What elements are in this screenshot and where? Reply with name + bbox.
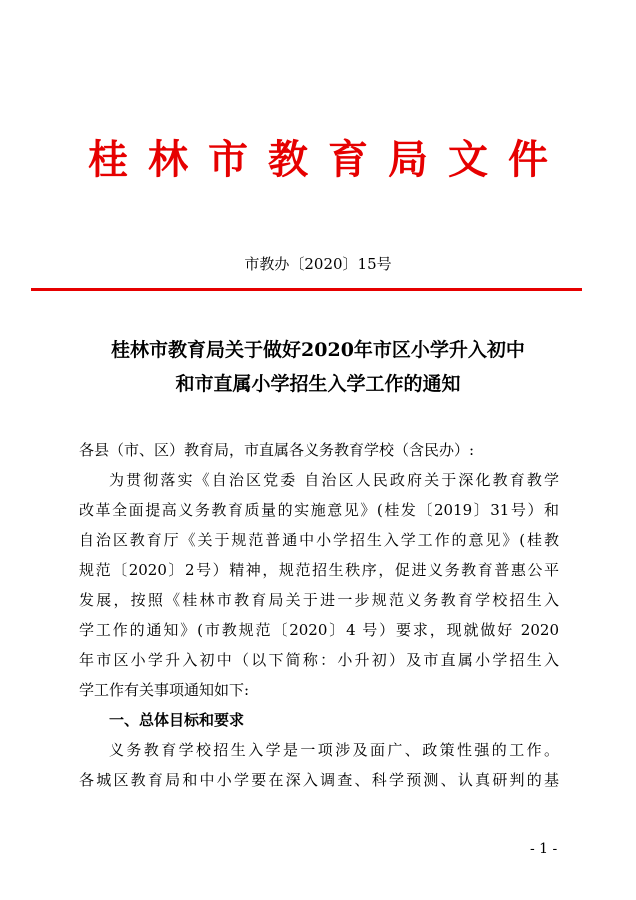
red-separator-line <box>31 288 582 291</box>
notice-title-line-2: 和市直属小学招生入学工作的通知 <box>175 373 461 395</box>
salutation: 各县（市、区）教育局，市直属各义务教育学校（含民办）: <box>79 441 475 459</box>
paragraph-line: 各城区教育局和中小学要在深入调查、科学预测、认真研判的基 <box>79 771 559 789</box>
notice-title <box>0 333 636 401</box>
notice-title-line-1: 桂林市教育局关于做好2020年市区小学升入初中 <box>111 339 525 361</box>
paragraph-line: 为贯彻落实《自治区党委 自治区人民政府关于深化教育教学 <box>109 471 559 489</box>
issuing-authority-title: 桂林市教育局文件 <box>88 136 568 183</box>
paragraph-line: 规范〔2020〕2号）精神，规范招生秩序，促进义务教育普惠公平 <box>79 561 559 579</box>
section-heading: 一、总体目标和要求 <box>109 711 245 729</box>
paragraph-line: 义务教育学校招生入学是一项涉及面广、政策性强的工作。 <box>109 741 559 759</box>
paragraph-line: 学工作有关事项通知如下: <box>79 681 250 699</box>
document-body <box>79 435 559 795</box>
document-number: 市教办〔2020〕15号 <box>244 255 392 273</box>
paragraph-line: 学工作的通知》(市教规范〔2020〕4 号）要求，现就做好 2020 <box>79 621 559 639</box>
paragraph-line: 发展，按照《桂林市教育局关于进一步规范义务教育学校招生入 <box>79 591 559 609</box>
page-number: - 1 - <box>530 841 558 857</box>
paragraph-line: 自治区教育厅《关于规范普通中小学招生入学工作的意见》(桂教 <box>79 531 559 549</box>
paragraph-line: 改革全面提高义务教育质量的实施意见》(桂发〔2019〕31号）和 <box>79 501 559 519</box>
paragraph-line: 年市区小学升入初中（以下简称：小升初）及市直属小学招生入 <box>79 651 559 669</box>
